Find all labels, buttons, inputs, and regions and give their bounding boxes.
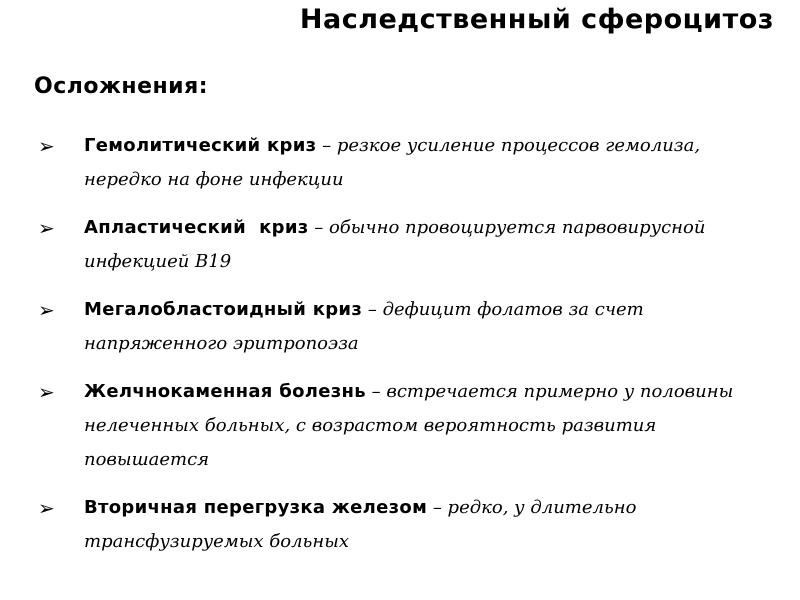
arrowhead-bullet-icon: ➢ xyxy=(38,298,55,322)
item-description: обычно провоцируется парвовирусной инфекцией B19 xyxy=(84,217,706,272)
item-dash: – xyxy=(316,135,337,156)
item-dash: – xyxy=(362,299,383,320)
list-item xyxy=(38,211,778,279)
complications-list xyxy=(38,129,778,573)
list-item xyxy=(38,491,778,559)
item-term: Гемолитический криз xyxy=(84,135,317,156)
arrowhead-bullet-icon: ➢ xyxy=(38,216,55,240)
item-term: Вторичная перегрузка железом xyxy=(84,497,428,518)
item-dash: – xyxy=(427,497,448,518)
item-term: Апластический криз xyxy=(84,217,309,238)
slide-title: Наследственный сфероцитоз xyxy=(299,4,774,35)
item-description: встречается примерно у половины нелеченных больных, с возрастом вероятность развития повышается xyxy=(84,381,734,470)
item-term: Желчнокаменная болезнь xyxy=(84,381,366,402)
item-description: редко, у длительно трансфузируемых больных xyxy=(84,497,637,552)
arrowhead-bullet-icon: ➢ xyxy=(38,496,55,520)
item-dash: – xyxy=(365,381,387,402)
list-item xyxy=(38,129,778,197)
list-item xyxy=(38,293,778,361)
section-heading: Осложнения: xyxy=(34,74,209,99)
list-item xyxy=(38,375,778,477)
item-dash: – xyxy=(308,217,329,238)
item-term: Мегалобластоидный криз xyxy=(84,299,363,320)
arrowhead-bullet-icon: ➢ xyxy=(38,380,55,404)
arrowhead-bullet-icon: ➢ xyxy=(38,134,55,158)
item-description: дефицит фолатов за счет напряженного эритропоэза xyxy=(84,299,644,354)
item-description: резкое усиление процессов гемолиза, нередко на фоне инфекции xyxy=(84,135,701,190)
